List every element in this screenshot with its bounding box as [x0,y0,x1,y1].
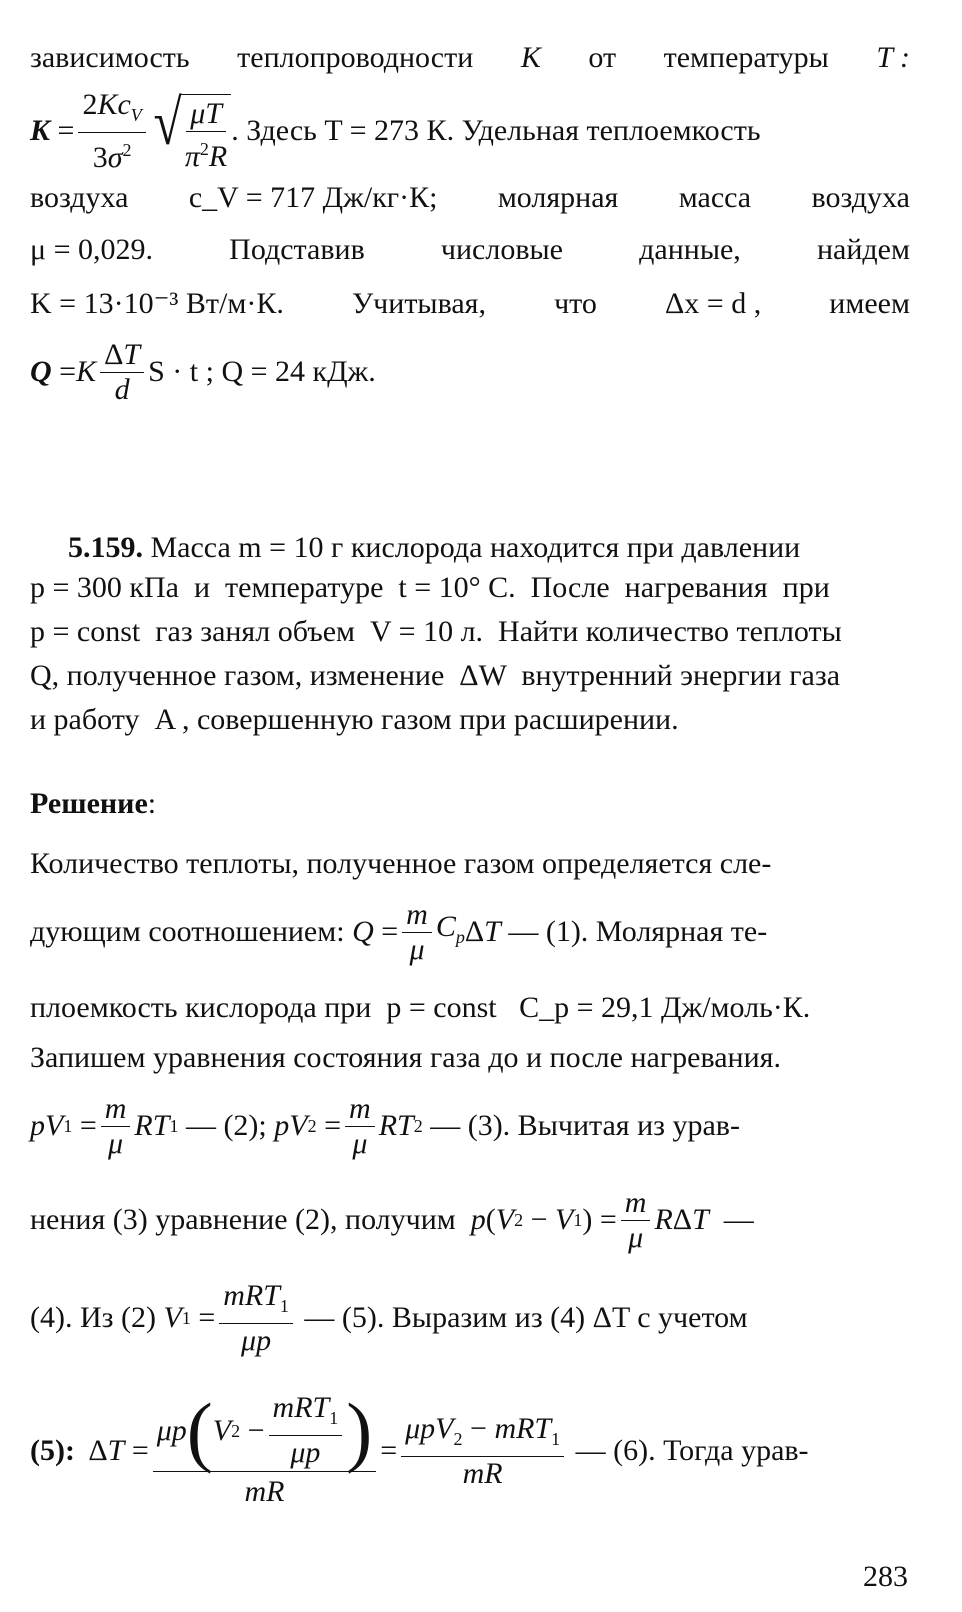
fraction: $\frac{\Delta T}{d}$ [100,338,144,407]
problem-line-5: и работу A , совершенную газом при расширении. [30,703,679,736]
solution-line-1: Количество теплоты, полученное газом определяется сле- [30,847,772,880]
solution-line-5: pV 1 = $\frac{m}{\mu}$ RT 1 — (2); pV 2 = $\frac{m}{\mu}$ RT 2 — (3). Вычитая из урав- [30,1091,740,1160]
fraction: $\frac{\mu pV_2 - mRT_1}{mR}$ [401,1412,564,1491]
word: от [588,41,617,74]
word: Δx = d , [664,287,762,320]
word: воздуха [811,181,910,214]
problem-text: Масса m = 10 г кислорода находится при давлении [150,531,801,564]
word: что [554,287,597,320]
symbol-T: T : [876,41,910,74]
formula-Q-line: Q = K $\frac{\Delta T}{d}$ S · t ; Q = 24 кДж. [30,337,376,406]
word: воздуха [30,181,129,214]
text-tail: . Здесь T = 273 К. Удельная теплоемкость [231,114,761,147]
text-tail: — (1). Молярная те- [508,915,768,948]
problem-line-4: Q, полученное газом, изменение ΔW внутренний энергии газа [30,659,841,692]
square-root: √ $\frac{\mu T}{\pi^2R}$ [150,88,231,174]
text-tail: — (5). Выразим из (4) ΔT с учетом [304,1301,748,1334]
text-tail: S · t ; Q = 24 кДж. [148,355,376,388]
text-line-3 [30,180,910,216]
text-line-5 [30,286,910,322]
text-tail: — (6). Тогда урав- [575,1434,809,1467]
problem-line-3: p = const газ занял объем V = 10 л. Найти количество теплоты [30,615,842,648]
text-head: дующим соотношением: [30,915,345,948]
word: зависимость [30,41,190,74]
word: найдем [816,233,910,266]
page-number: 283 [863,1560,908,1593]
solution-line-6: нения (3) уравнение (2), получим p ( V 2 − V 1 ) = $\frac{m}{\mu}$ R Δ T — [30,1185,754,1254]
fraction: $\frac{2Kc_V}{3\sigma^2}$ [78,88,145,175]
formula-K-line: K = $\frac{2Kc_V}{3\sigma^2}$ √ $\frac{\mu T}{\pi^2R}$ . Здесь T = 273 К. Удельная теплоемкость [30,87,761,174]
word: μ = 0,029. [30,233,154,266]
word: теплопроводности [237,41,474,74]
solution-line-3: плоемкость кислорода при p = const C_p = 29,1 Дж/моль·К. [30,991,811,1024]
fraction: $\frac{m}{\mu}$ [402,898,432,967]
fraction: $\frac{m}{\mu}$ [345,1092,375,1161]
word: Учитывая, [351,287,486,320]
text-mid: — (2); [185,1109,267,1142]
solution-line-2: дующим соотношением: Q = $\frac{m}{\mu}$ $C_p$ Δ T — (1). Молярная те- [30,897,768,966]
problem-number: 5.159. [68,531,143,564]
word: c_V = 717 Дж/кг·К; [188,181,438,214]
problem-line-2: p = 300 кПа и температуре t = 10° C. После нагревания при [30,571,830,604]
word: масса [678,181,752,214]
fraction-big: μp ( V 2 − $\frac{mRT_1}{\mu p}$ ) mR [153,1391,376,1512]
word: Подставив [229,233,365,266]
word: температуры [663,41,829,74]
word: имеем [829,287,910,320]
problem-line-1 [68,530,910,566]
solution-line-8: (5): Δ T = μp ( V 2 − $\frac{mRT_1}{\mu p}$ ) mR = $\frac{\mu pV_2 - mRT_1}{mR}$ — (6). Тогда урав- [30,1376,910,1526]
text-line-1 [30,40,910,76]
fraction: $\frac{m}{\mu}$ [621,1186,651,1255]
text-head: (5): [30,1434,75,1467]
fraction: $\frac{m}{\mu}$ [101,1092,131,1161]
text-tail: — [723,1203,754,1236]
symbol-K: K [520,41,541,74]
word: K = 13·10⁻³ Вт/м·К. [30,287,284,320]
text-head: нения (3) уравнение (2), получим [30,1203,456,1236]
solution-line-7: (4). Из (2) V 1 = $\frac{mRT_1}{\mu p}$ — (5). Выразим из (4) ΔT с учетом [30,1278,748,1357]
text-line-4 [30,232,910,268]
heading-text: Решение [30,787,148,820]
fraction: $\frac{mRT_1}{\mu p}$ [219,1279,293,1358]
text-tail: — (3). Вычитая из урав- [430,1109,740,1142]
solution-line-4: Запишем уравнения состояния газа до и после нагревания. [30,1041,781,1074]
word: данные, [639,233,741,266]
text-head: (4). Из (2) [30,1301,156,1334]
word: числовые [440,233,563,266]
solution-heading: Решение: [30,787,157,820]
word: молярная [497,181,619,214]
